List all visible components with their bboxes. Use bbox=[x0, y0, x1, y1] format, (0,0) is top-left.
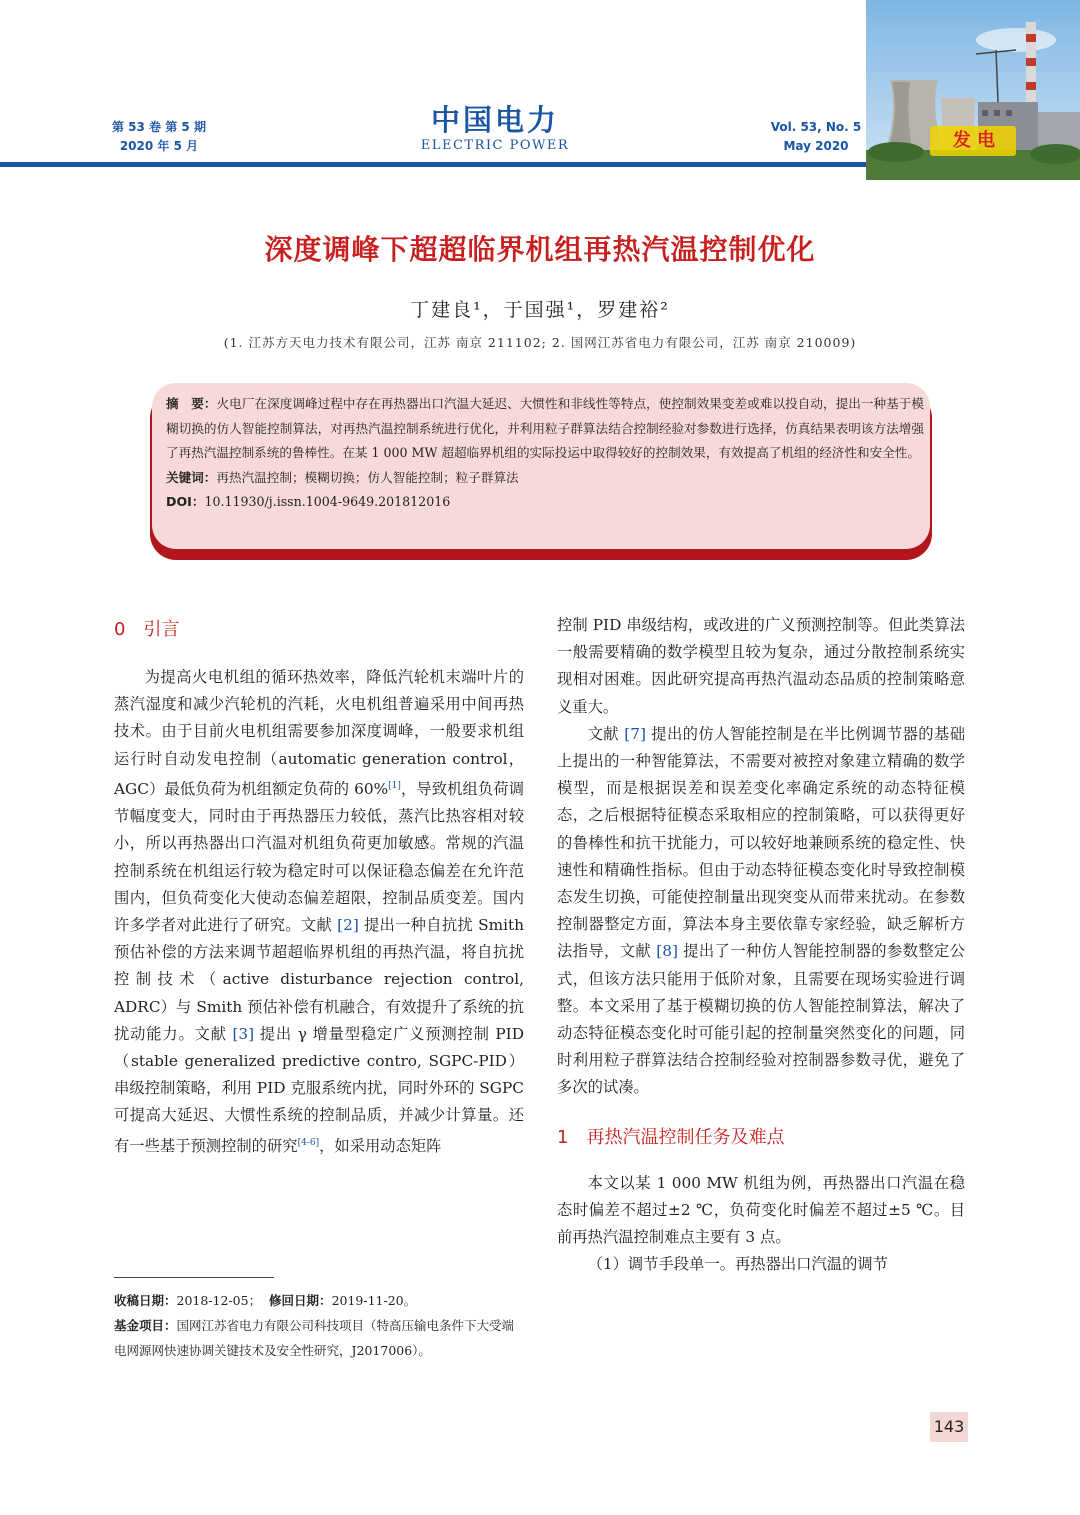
volume-issue-en: Vol. 53, No. 5 bbox=[770, 120, 862, 134]
citation-3[interactable]: [3] bbox=[232, 1024, 255, 1043]
section1-paragraph: 本文以某 1 000 MW 机组为例，再热器出口汽温在稳态时偏差不超过±2 ℃，负荷变化时偏差不超过±5 ℃。目前再热汽温控制难点主要有 3 点。 bbox=[557, 1173, 965, 1247]
page-number: 143 bbox=[930, 1412, 968, 1442]
volume-issue-cn: 第 53 卷 第 5 期 bbox=[112, 120, 206, 134]
doi-label: DOI： bbox=[166, 494, 205, 509]
section-heading-1: 1 再热汽温控制任务及难点 bbox=[557, 1126, 785, 1148]
intro-text-b: ，导致机组负荷调节幅度变大，同时由于再热器压力较低，蒸汽比热容相对较小，所以再热器出口汽温对机组负荷更加敏感。常规的汽温控制系统在机组运行较为稳定时可以保证稳态偏差在允许范围内，但负荷变化大使动态偏差超限，控制品质变差。国内许多学者对此进行了研究。文献 bbox=[114, 779, 524, 934]
footnote bbox=[114, 1288, 524, 1363]
section-heading-intro: 0 引言 bbox=[114, 619, 180, 640]
abstract-text: 火电厂在深度调峰过程中存在再热器出口汽温大延迟、大惯性和非线性等特点，使控制效果变差或难以投自动，提出一种基于模糊切换的仿人智能控制算法，对再热汽温控制系统进行优化，并利用粒子群算法结合控制经验对参数进行选择，仿真结果表明该方法增强了再热汽温控制系统的鲁棒性。在某 1 000 MW 超超临界机组的实际投运中取得较好的控制效果，有效提高了机组的经济性和安全性。 bbox=[166, 396, 925, 460]
citation-8[interactable]: [8] bbox=[656, 942, 678, 961]
paragraph-literature-7-8 bbox=[557, 721, 965, 1102]
date-en: May 2020 bbox=[783, 139, 849, 153]
citation-1[interactable]: [1] bbox=[388, 780, 401, 791]
power-plant-photo bbox=[866, 0, 1080, 180]
footnote-rule bbox=[114, 1277, 274, 1278]
received-date: 2018-12-05； bbox=[176, 1293, 262, 1308]
date-cn: 2020 年 5 月 bbox=[119, 139, 199, 153]
abstract-content bbox=[166, 392, 924, 515]
intro-paragraph bbox=[114, 664, 524, 1160]
section1-item-1: （1）调节手段单一。再热器出口汽温的调节 bbox=[587, 1255, 888, 1274]
fund-text: 国网江苏省电力有限公司科技项目（特高压输电条件下大受端电网源网快速协调关键技术及安全性研究，J2017006）。 bbox=[114, 1318, 515, 1358]
section-tag: 发 电 bbox=[952, 130, 996, 151]
continued-paragraph: 控制 PID 串级结构，或改进的广义预测控制等。但此类算法一般需要精确的数学模型且较为复杂，通过分散控制系统实现相对困难。因此研究提高再热汽温动态品质的控制策略意义重大。 bbox=[557, 616, 965, 716]
article-affiliations: (1. 江苏方天电力技术有限公司，江苏 南京 211102; 2. 国网江苏省电力有限公司，江苏 南京 210009) bbox=[223, 335, 857, 350]
para2-text-c: 提出了一种仿人智能控制器的参数整定公式，但该方法只能用于低阶对象，且需要在现场实验进行调整。本文采用了基于模糊切换的仿人智能控制算法，解决了动态特征模态变化时可能引起的控制量突然变化的问题，同时利用粒子群算法结合控制经验对控制器参数寻优，避免了多次的试凑。 bbox=[557, 942, 965, 1097]
revised-date: 2019-11-20。 bbox=[331, 1293, 417, 1308]
journal-name-en: ELECTRIC POWER bbox=[420, 138, 570, 153]
citation-2[interactable]: [2] bbox=[337, 915, 359, 934]
header-right bbox=[760, 118, 872, 156]
fund-label: 基金项目： bbox=[114, 1318, 177, 1333]
intro-text-e: ，如采用动态矩阵 bbox=[319, 1136, 442, 1155]
doi-line bbox=[166, 490, 924, 515]
section1-text bbox=[557, 1170, 965, 1279]
keywords-label: 关键词： bbox=[166, 469, 217, 485]
citation-4-6[interactable]: [4-6] bbox=[297, 1137, 320, 1148]
journal-masthead bbox=[405, 103, 585, 155]
revised-label: 修回日期： bbox=[269, 1293, 332, 1308]
right-column-text bbox=[557, 612, 965, 1102]
journal-name-cn: 中国电力 bbox=[430, 103, 559, 137]
intro-text-a: 为提高火电机组的循环热效率，降低汽轮机末端叶片的蒸汽湿度和减少汽轮机的汽耗，火电机组普遍采用中间再热技术。由于目前火电机组需要参加深度调峰，一般要求机组运行时自动发电控制（automatic generation control，AGC）最低负荷为机组额定负荷的 60% bbox=[114, 668, 524, 798]
para2-text-a: 文献 bbox=[587, 724, 625, 743]
received-label: 收稿日期： bbox=[114, 1293, 177, 1308]
article-title: 深度调峰下超超临界机组再热汽温控制优化 bbox=[264, 233, 816, 266]
intro-text-d: 提出 γ 增量型稳定广义预测控制 PID（stable generalized predictive contro, SGPC-PID）串级控制策略，利用 PID 克服系统内扰，同时外环的 SGPC可提高大延迟、大惯性系统的控制品质，并减少计算量。还有一些基于预测控制的研究 bbox=[114, 1024, 524, 1155]
keywords-text: 再热汽温控制；模糊切换；仿人智能控制；粒子群算法 bbox=[216, 469, 519, 485]
footnote-fund bbox=[114, 1313, 524, 1363]
header-left bbox=[112, 118, 206, 156]
keywords-line bbox=[166, 466, 924, 491]
article-authors: 丁建良¹，于国强¹，罗建裕² bbox=[410, 299, 670, 321]
footnote-dates bbox=[114, 1288, 524, 1313]
intro-text-c: 提出一种自抗扰 Smith 预估补偿的方法来调节超超临界机组的再热汽温，将自抗扰控制技术（active disturbance rejection control, ADRC）与 Smith 预估补偿有机融合，有效提升了系统的抗扰动能力。文献 bbox=[114, 915, 524, 1043]
para2-text-b: 提出的仿人智能控制是在半比例调节器的基础上提出的一种智能算法，不需要对被控对象建立精确的数学模型，而是根据误差和误差变化率确定系统的动态特征模态，之后根据特征模态采取相应的控制策略，可以获得更好的鲁棒性和抗干扰能力，可以较好地兼顾系统的稳定性、快速性和精确性指标。但由于动态特征模态变化时导致控制模态发生切换，可能使控制量出现突变从而带来扰动。在参数控制器整定方面，算法本身主要依靠专家经验，缺乏解析方法指导，文献 bbox=[557, 724, 965, 961]
abstract-label: 摘 要： bbox=[166, 396, 217, 411]
citation-7[interactable]: [7] bbox=[624, 724, 646, 743]
header-rule bbox=[0, 162, 866, 167]
doi-value[interactable]: 10.11930/j.issn.1004-9649.201812016 bbox=[204, 494, 451, 509]
abstract-paragraph bbox=[166, 392, 924, 466]
right-column bbox=[557, 612, 965, 1278]
left-column bbox=[114, 616, 524, 1160]
